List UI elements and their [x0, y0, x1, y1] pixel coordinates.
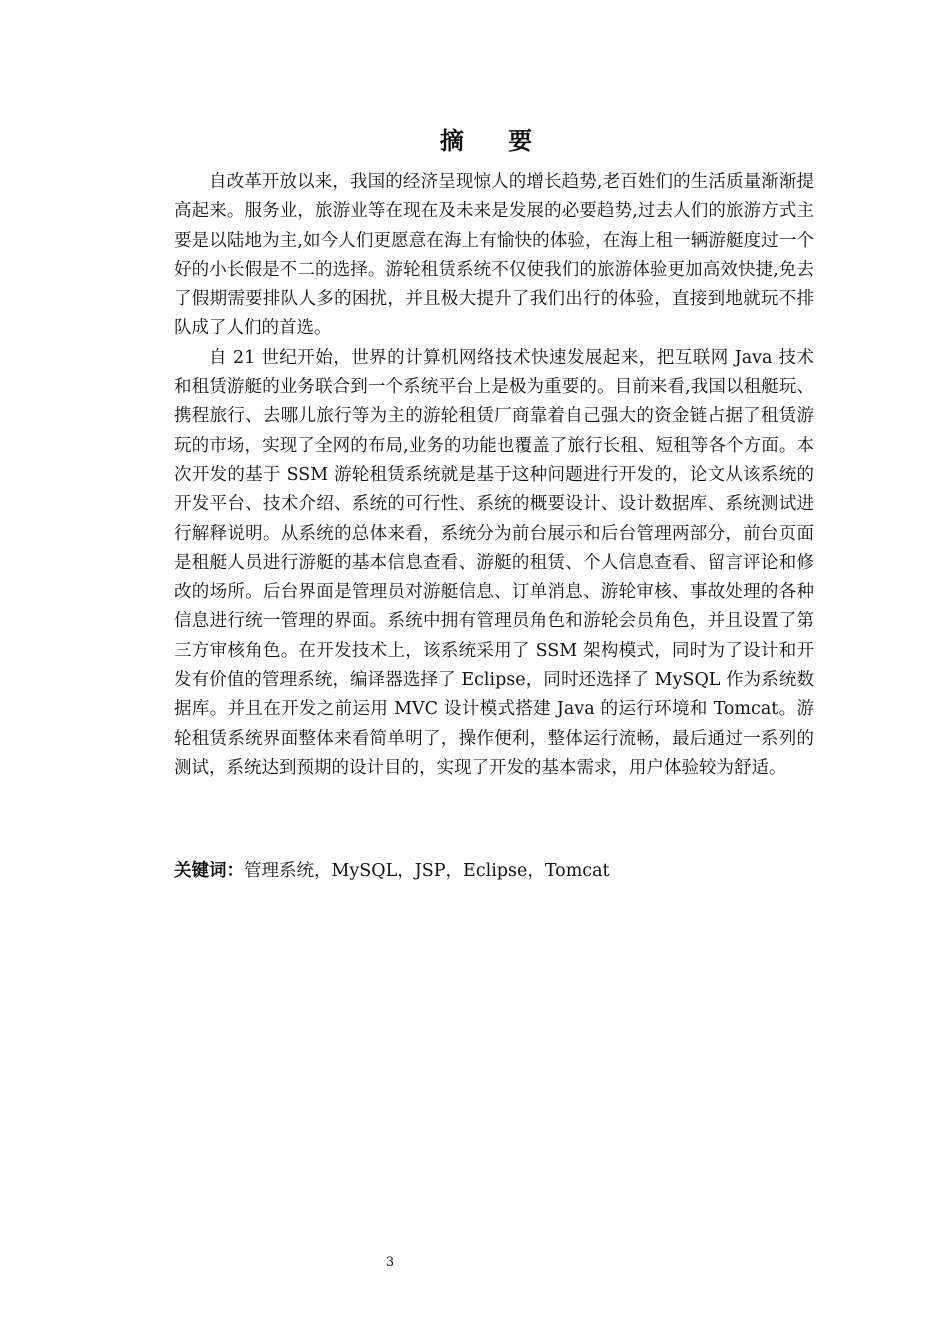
keywords-label: 关键词： — [174, 861, 244, 881]
abstract-body — [174, 168, 814, 783]
page-number: 3 — [385, 1255, 395, 1270]
abstract-title: 摘 要 — [439, 127, 551, 155]
keywords-value: 管理系统，MySQL，JSP，Eclipse，Tomcat — [244, 861, 610, 881]
abstract-paragraph-2: 自 21 世纪开始，世界的计算机网络技术快速发展起来，把互联网 Java 技术和租赁游艇的业务联合到一个系统平台上是极为重要的。目前来看,我国以租艇玩、携程旅行、去哪儿旅行等为主的游轮租赁厂商靠着自己强大的资金链占据了租赁游玩的市场，实现了全网的布局,业务的功能也覆盖了旅行长租、短租等各个方面。本次开发的基于 SSM 游轮租赁系统就是基于这种问题进行开发的，论文从该系统的开发平台、技术介绍、系统的可行性、系统的概要设计、设计数据库、系统测试进行解释说明。从系统的总体来看，系统分为前台展示和后台管理两部分，前台页面是租艇人员进行游艇的基本信息查看、游艇的租赁、个人信息查看、留言评论和修改的场所。后台界面是管理员对游艇信息、订单消息、游轮审核、事故处理的各种信息进行统一管理的界面。系统中拥有管理员角色和游轮会员角色，并且设置了第三方审核角色。在开发技术上，该系统采用了 SSM 架构模式，同时为了设计和开发有价值的管理系统，编译器选择了 Eclipse，同时还选择了 MySQL 作为系统数据库。并且在开发之前运用 MVC 设计模式搭建 Java 的运行环境和 Tomcat。游轮租赁系统界面整体来看简单明了，操作便利，整体运行流畅，最后通过一系列的测试，系统达到预期的设计目的，实现了开发的基本需求，用户体验较为舒适。 — [174, 347, 814, 778]
keywords-line — [174, 857, 814, 886]
abstract-paragraph-1: 自改革开放以来，我国的经济呈现惊人的增长趋势,老百姓们的生活质量渐渐提高起来。服务业，旅游业等在现在及未来是发展的必要趋势,过去人们的旅游方式主要是以陆地为主,如今人们更愿意在海上有愉快的体验，在海上租一辆游艇度过一个好的小长假是不二的选择。游轮租赁系统不仅使我们的旅游体验更加高效快捷,免去了假期需要排队人多的困扰，并且极大提升了我们出行的体验，直接到地就玩不排队成了人们的首选。 — [174, 172, 814, 339]
